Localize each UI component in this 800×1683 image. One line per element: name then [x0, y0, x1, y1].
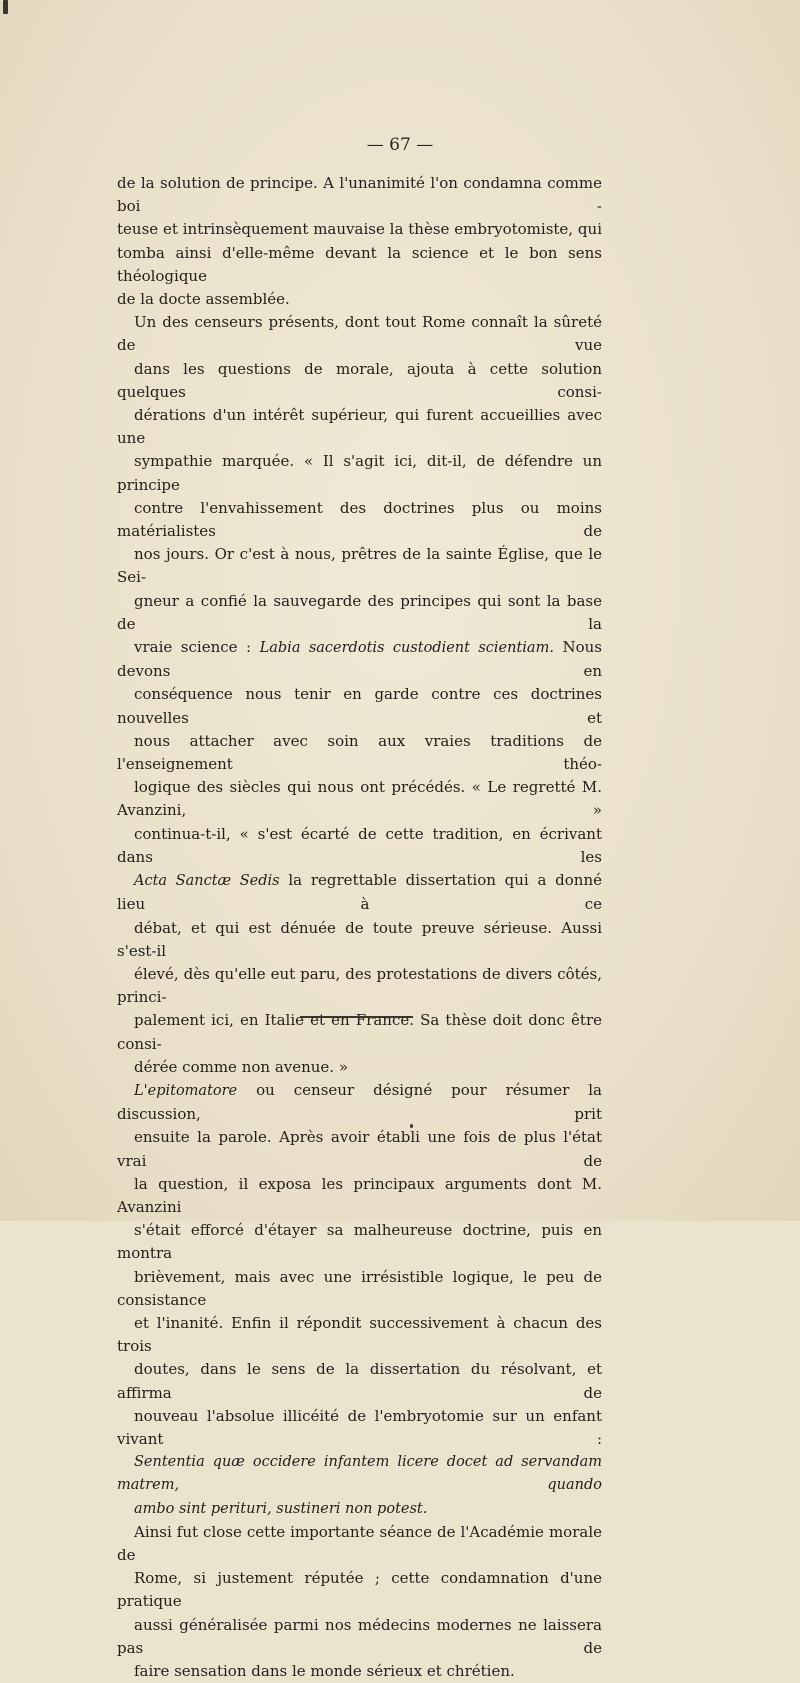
text-line: palement ici, en Italie et en France. Sa thèse doit donc être consi-	[117, 1011, 602, 1053]
paragraph-1	[117, 172, 602, 311]
text-segment: Nous devons en	[117, 638, 602, 681]
page-number: — 67 —	[366, 135, 434, 155]
text-line: sympathie marquée. « Il s'agit ici, dit-il, de défendre un principe	[117, 452, 602, 494]
text-line	[117, 1079, 602, 1126]
text-line: de la docte assemblée.	[117, 290, 290, 309]
paper-speck	[410, 1124, 413, 1128]
text-line: doutes, dans le sens de la dissertation du résolvant, et affirma de	[117, 1360, 602, 1402]
paragraph-2	[117, 311, 602, 1079]
text-line: dans les questions de morale, ajouta à cette solution quelques consi-	[117, 359, 602, 401]
text-line: dérations d'un intérêt supérieur, qui furent accueillies avec une	[117, 406, 602, 448]
epitomatore-term: L'epitomatore	[134, 1082, 238, 1099]
text-line: contre l'envahissement des doctrines plus ou moins matérialistes de	[117, 498, 602, 541]
text-line: Ainsi fut close cette importante séance de l'Académie morale de	[117, 1522, 602, 1564]
text-segment: ou censeur désigné pour résumer la discussion, prit	[117, 1080, 602, 1124]
text-line: tomba ainsi d'elle-même devant la science et le bon sens théologique	[117, 243, 602, 285]
latin-quote: Labia sacerdotis custodient scientiam.	[259, 640, 554, 657]
text-line: la question, il exposa les principaux arguments dont M. Avanzini	[117, 1174, 602, 1216]
text-line	[117, 869, 602, 916]
text-segment: vraie science :	[134, 638, 260, 657]
text-line: de la solution de principe. A l'unanimité l'on condamna comme boi -	[117, 174, 602, 216]
paragraph-4	[117, 1521, 602, 1683]
body-text	[117, 172, 602, 1683]
paper-speck	[3, 0, 8, 14]
text-line: élevé, dès qu'elle eut paru, des protestations de divers côtés, princi-	[117, 964, 602, 1007]
text-line: s'était efforcé d'étayer sa malheureuse doctrine, puis en montra	[117, 1221, 602, 1263]
text-line: teuse et intrinsèquement mauvaise la thèse embryotomiste, qui	[117, 220, 602, 239]
text-line: nous attacher avec soin aux vraies traditions de l'enseignement théo-	[117, 731, 602, 774]
text-line	[117, 636, 602, 683]
acta-title: Acta Sanctæ Sedis	[134, 873, 280, 890]
text-line: nos jours. Or c'est à nous, prêtres de la sainte Église, que le Sei-	[117, 545, 602, 587]
text-line: conséquence nous tenir en garde contre ces doctrines nouvelles et	[117, 685, 602, 727]
text-line: logique des siècles qui nous ont précédés. « Le regretté M. Avanzini, »	[117, 778, 602, 820]
text-line: faire sensation dans le monde sérieux et chrétien.	[134, 1662, 515, 1680]
text-line: débat, et qui est dénuée de toute preuve sérieuse. Aussi s'est-il	[117, 918, 602, 960]
latin-sentence: Sententia quæ occidere infantem licere docet ad servandam matrem, quando	[117, 1454, 602, 1494]
separator-rule	[300, 1016, 413, 1018]
text-line: continua-t-il, « s'est écarté de cette tradition, en écrivant dans les	[117, 824, 602, 866]
text-segment: la regrettable dissertation qui a donné lieu à ce	[117, 871, 603, 914]
latin-sentence: ambo sint perituri, sustineri non potest.	[134, 1500, 428, 1517]
text-line: Un des censeurs présents, dont tout Rome connaît la sûreté de vue	[117, 313, 602, 355]
text-line: ensuite la parole. Après avoir établi une fois de plus l'état vrai de	[117, 1128, 602, 1170]
text-line: brièvement, mais avec une irrésistible logique, le peu de consistance	[117, 1267, 602, 1309]
text-line: nouveau l'absolue illicéité de l'embryotomie sur un enfant vivant :	[117, 1406, 602, 1448]
text-line: aussi généralisée parmi nos médecins modernes ne laissera pas de	[117, 1615, 602, 1657]
text-line: Rome, si justement réputée ; cette condamnation d'une pratique	[117, 1569, 602, 1611]
paragraph-3	[117, 1079, 602, 1521]
text-line: dérée comme non avenue. »	[134, 1057, 349, 1076]
text-line: gneur a confié la sauvegarde des principes qui sont la base de la	[117, 591, 602, 633]
text-line: et l'inanité. Enfin il répondit successivement à chacun des trois	[117, 1313, 602, 1356]
